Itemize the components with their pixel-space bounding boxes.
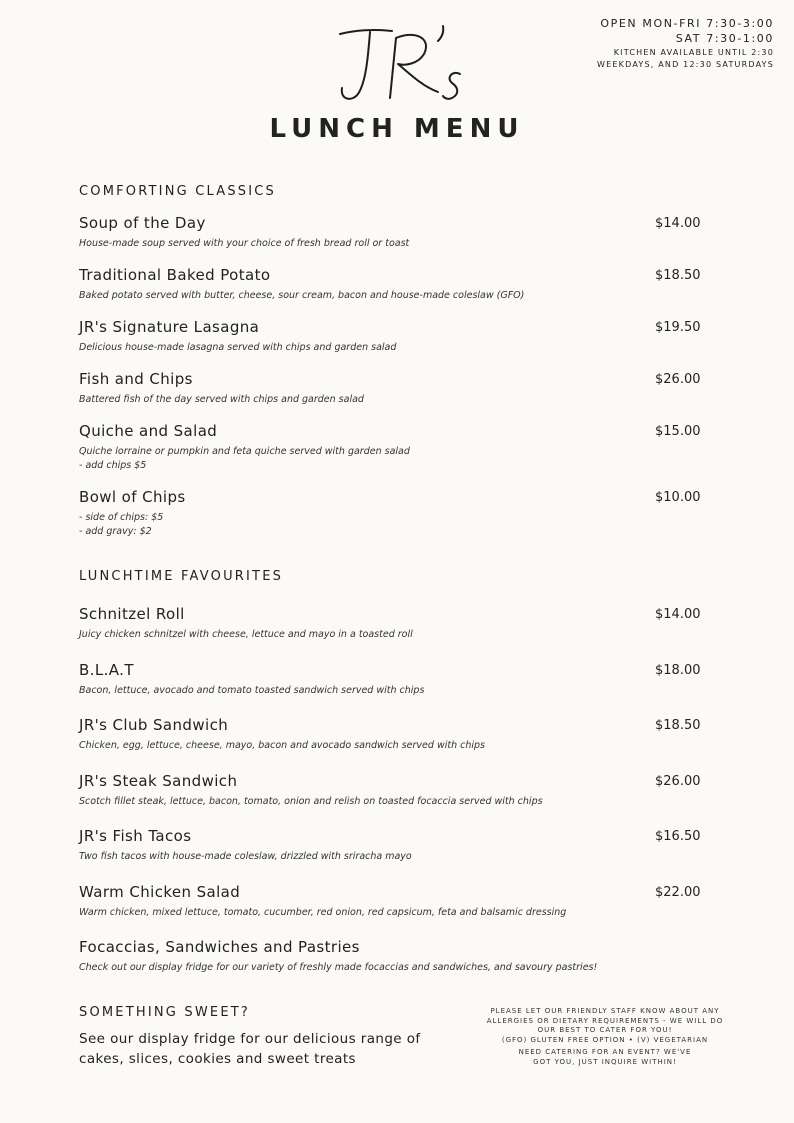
menu-item-name: JR's Steak Sandwich bbox=[79, 772, 238, 790]
menu-item-description: Baked potato served with butter, cheese, sour cream, bacon and house-made coleslaw (GFO) bbox=[79, 290, 525, 301]
menu-item-price: $26.00 bbox=[655, 372, 701, 387]
menu-item-name: JR's Signature Lasagna bbox=[79, 318, 260, 336]
menu-item-addon: - add gravy: $2 bbox=[79, 526, 152, 537]
allergy-note-line: PLEASE LET OUR FRIENDLY STAFF KNOW ABOUT ANY bbox=[490, 1007, 720, 1015]
section-heading-favourites: LUNCHTIME FAVOURITES bbox=[79, 569, 284, 584]
menu-item-name: Focaccias, Sandwiches and Pastries bbox=[79, 938, 360, 956]
allergy-note bbox=[480, 1007, 730, 1045]
menu-item-addon: - add chips $5 bbox=[79, 460, 147, 471]
menu-item-description: Warm chicken, mixed lettuce, tomato, cucumber, red onion, red capsicum, feta and balsamic dressing bbox=[79, 907, 567, 918]
menu-item-description: Chicken, egg, lettuce, cheese, mayo, bacon and avocado sandwich served with chips bbox=[79, 740, 485, 751]
hours-weekdays: OPEN MON-FRI 7:30-3:00 bbox=[600, 17, 774, 30]
kitchen-hours-line2: WEEKDAYS, AND 12:30 SATURDAYS bbox=[597, 60, 774, 69]
logo bbox=[300, 12, 500, 107]
page-title: LUNCH MENU bbox=[269, 114, 525, 144]
menu-item-description: Juicy chicken schnitzel with cheese, lettuce and mayo in a toasted roll bbox=[79, 629, 413, 640]
catering-note bbox=[480, 1048, 730, 1067]
sweet-description-line1: See our display fridge for our delicious range of bbox=[79, 1031, 421, 1047]
sweet-description-line2: cakes, slices, cookies and sweet treats bbox=[79, 1051, 356, 1067]
menu-item-price: $14.00 bbox=[655, 216, 701, 231]
menu-item-price: $10.00 bbox=[655, 490, 701, 505]
allergy-note-line: ALLERGIES OR DIETARY REQUIREMENTS - WE WILL DO bbox=[486, 1016, 724, 1025]
menu-item-price: $19.50 bbox=[655, 320, 701, 335]
menu-item-name: Bowl of Chips bbox=[79, 488, 186, 506]
menu-item-name: Quiche and Salad bbox=[79, 422, 218, 440]
menu-item-name: JR's Fish Tacos bbox=[79, 827, 192, 845]
menu-item-name: Schnitzel Roll bbox=[79, 605, 185, 623]
menu-item-name: B.L.A.T bbox=[79, 661, 134, 679]
menu-item-addon: - side of chips: $5 bbox=[79, 512, 164, 523]
menu-item-price: $18.00 bbox=[655, 663, 701, 678]
menu-item-name: Fish and Chips bbox=[79, 370, 193, 388]
menu-item-description: Quiche lorraine or pumpkin and feta quiche served with garden salad bbox=[79, 446, 410, 457]
menu-item-description: Bacon, lettuce, avocado and tomato toasted sandwich served with chips bbox=[79, 685, 425, 696]
allergy-note-line: OUR BEST TO CATER FOR YOU! bbox=[537, 1026, 673, 1034]
logo-script-graphic bbox=[300, 12, 500, 107]
menu-item-name: Traditional Baked Potato bbox=[79, 266, 271, 284]
section-heading-classics: COMFORTING CLASSICS bbox=[79, 184, 277, 199]
menu-item-description: Scotch fillet steak, lettuce, bacon, tomato, onion and relish on toasted focaccia served with chips bbox=[79, 796, 543, 807]
menu-item-price: $14.00 bbox=[655, 607, 701, 622]
hours-saturday: SAT 7:30-1:00 bbox=[675, 32, 774, 45]
menu-item-price: $22.00 bbox=[655, 885, 701, 900]
menu-item-price: $18.50 bbox=[655, 718, 701, 733]
menu-item-description: Check out our display fridge for our variety of freshly made focaccias and sandwiches, and savoury pastries! bbox=[79, 962, 598, 973]
catering-note-line: GOT YOU, JUST INQUIRE WITHIN! bbox=[533, 1057, 677, 1066]
menu-item-price: $26.00 bbox=[655, 774, 701, 789]
menu-item-price: $15.00 bbox=[655, 424, 701, 439]
menu-item-name: Soup of the Day bbox=[79, 214, 206, 232]
menu-item-description: Two fish tacos with house-made coleslaw, drizzled with sriracha mayo bbox=[79, 851, 412, 862]
kitchen-hours-line1: KITCHEN AVAILABLE UNTIL 2:30 bbox=[613, 48, 774, 57]
menu-item-name: Warm Chicken Salad bbox=[79, 883, 241, 901]
catering-note-line: NEED CATERING FOR AN EVENT? WE'VE bbox=[518, 1048, 692, 1056]
menu-item-name: JR's Club Sandwich bbox=[79, 716, 229, 734]
menu-item-description: House-made soup served with your choice of fresh bread roll or toast bbox=[79, 238, 410, 249]
section-heading-sweet: SOMETHING SWEET? bbox=[79, 1005, 250, 1020]
menu-item-description: Battered fish of the day served with chips and garden salad bbox=[79, 394, 364, 405]
dietary-legend: (GFO) GLUTEN FREE OPTION • (V) VEGETARIAN bbox=[501, 1035, 709, 1044]
menu-item-price: $16.50 bbox=[655, 829, 701, 844]
opening-hours bbox=[514, 16, 774, 70]
menu-item-price: $18.50 bbox=[655, 268, 701, 283]
menu-item-description: Delicious house-made lasagna served with chips and garden salad bbox=[79, 342, 397, 353]
